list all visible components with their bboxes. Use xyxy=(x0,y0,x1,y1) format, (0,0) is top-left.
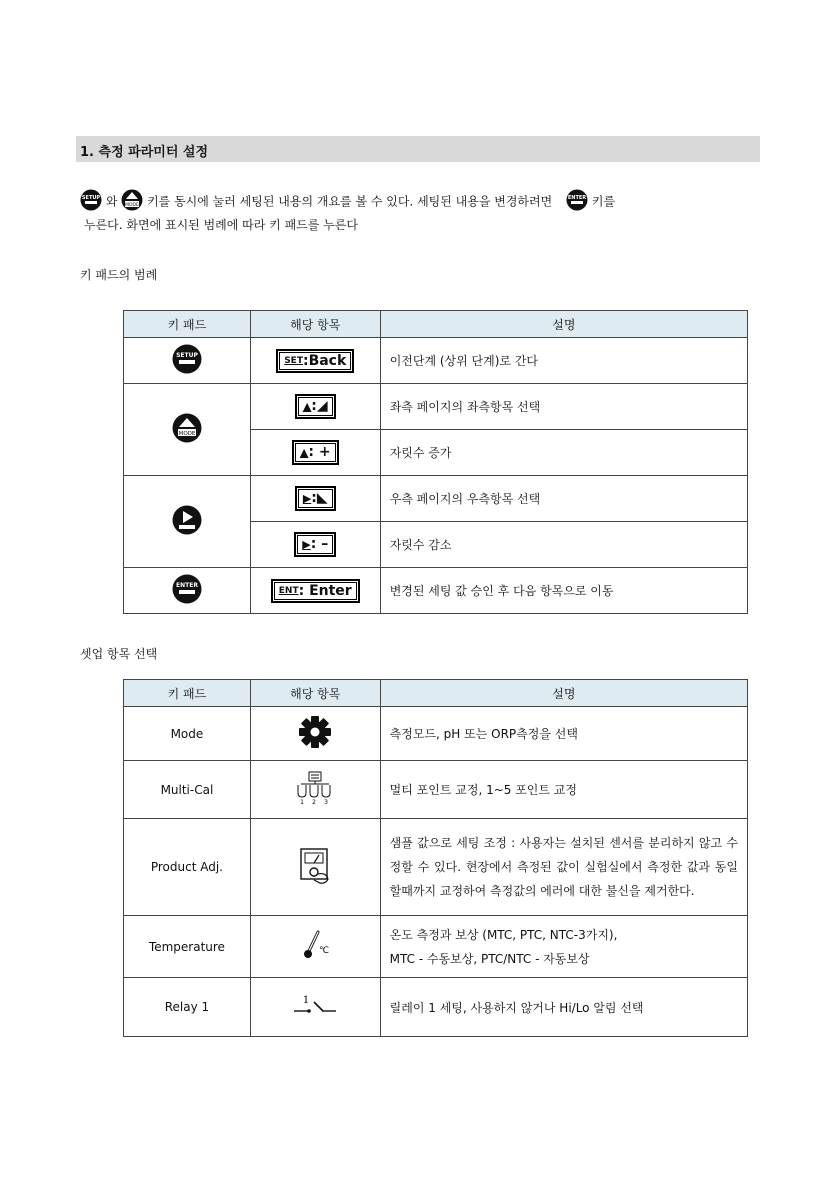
intro-line-1 xyxy=(80,189,615,215)
lcd-back-label: SET:Back xyxy=(276,349,354,373)
section-title: 1. 측정 파라미터 설정 xyxy=(80,145,209,160)
svg-text:2: 2 xyxy=(312,799,317,805)
legend-desc: 좌측 페이지의 좌측항목 선택 xyxy=(380,384,747,430)
setup-desc-line1: 온도 측정과 보상 (MTC, PTC, NTC-3가지), xyxy=(389,927,618,942)
header-keypad: 키 패드 xyxy=(124,680,251,707)
setup-key: Multi-Cal xyxy=(124,761,251,819)
mode-key-icon xyxy=(121,189,143,215)
setup-heading: 셋업 항목 선택 xyxy=(80,647,158,661)
header-keypad: 키 패드 xyxy=(124,311,251,338)
legend-header-row xyxy=(124,311,748,338)
relay-switch-icon xyxy=(292,993,338,1019)
svg-text:ENTER: ENTER xyxy=(175,582,198,589)
lcd-cell xyxy=(250,338,380,384)
lcd-cell xyxy=(250,384,380,430)
legend-desc: 이전단계 (상위 단계)로 간다 xyxy=(380,338,747,384)
legend-desc: 우측 페이지의 우측항목 선택 xyxy=(380,476,747,522)
enter-key-cell xyxy=(124,568,251,614)
header-item: 해당 항목 xyxy=(250,311,380,338)
svg-text:SETUP: SETUP xyxy=(81,195,101,201)
lcd-cell xyxy=(250,522,380,568)
setup-key-icon xyxy=(80,189,102,215)
lcd-left-select: ▲:◢ xyxy=(295,394,336,419)
setup-desc: 샘플 값으로 세팅 조정 : 사용자는 설치된 센서를 분리하지 않고 수정할 수 있다. 현장에서 측정된 값이 실험실에서 측정한 값과 동일할때까지 교정하여 측정값의 에러에 대한 불신을 제거한다. xyxy=(380,819,747,916)
lcd-cell xyxy=(250,568,380,614)
beakers-icon xyxy=(295,771,335,805)
legend-heading: 키 패드의 범례 xyxy=(80,268,158,282)
lcd-enter: ENT: Enter xyxy=(271,579,360,603)
setup-key: Temperature xyxy=(124,916,251,978)
setup-table xyxy=(123,679,748,1037)
legend-row xyxy=(124,338,748,384)
header-item: 해당 항목 xyxy=(250,680,380,707)
setup-key: Relay 1 xyxy=(124,978,251,1037)
svg-text:1: 1 xyxy=(303,994,310,1006)
lcd-cell xyxy=(250,430,380,476)
setup-desc: 멀티 포인트 교정, 1~5 포인트 교정 xyxy=(380,761,747,819)
svg-text:MODE: MODE xyxy=(178,431,196,437)
setup-row xyxy=(124,819,748,916)
setup-desc: 측정모드, pH 또는 ORP측정을 선택 xyxy=(380,707,747,761)
icon-cell xyxy=(250,978,380,1037)
legend-desc: 자릿수 감소 xyxy=(380,522,747,568)
mode-key-icon xyxy=(172,413,202,443)
setup-key-cell xyxy=(124,338,251,384)
lcd-right-select: ▶:◣ xyxy=(295,486,336,511)
setup-key-icon xyxy=(172,344,202,374)
svg-text:3: 3 xyxy=(324,799,329,805)
icon-cell xyxy=(250,761,380,819)
svg-text:℃: ℃ xyxy=(319,946,330,956)
svg-text:SETUP: SETUP xyxy=(175,352,198,359)
setup-row xyxy=(124,978,748,1037)
legend-desc: 자릿수 증가 xyxy=(380,430,747,476)
enter-key-icon xyxy=(172,574,202,604)
legend-desc: 변경된 세팅 값 승인 후 다음 항목으로 이동 xyxy=(380,568,747,614)
legend-row xyxy=(124,384,748,430)
lcd-decrease: ▶: – xyxy=(294,532,336,557)
icon-cell xyxy=(250,819,380,916)
right-key-cell xyxy=(124,476,251,568)
intro-line-2: 누른다. 화면에 표시된 범례에 따라 키 패드를 누른다 xyxy=(84,218,358,232)
gear-icon xyxy=(298,715,332,749)
thermometer-icon xyxy=(300,929,330,961)
setup-row xyxy=(124,761,748,819)
right-key-icon xyxy=(172,505,202,535)
legend-row xyxy=(124,568,748,614)
intro-text-part2: 키를 동시에 눌러 세팅된 내용의 개요를 볼 수 있다. 세팅된 내용을 변경하려면 xyxy=(147,194,553,209)
icon-cell xyxy=(250,707,380,761)
intro-text-part1: 와 xyxy=(105,194,118,209)
header-description: 설명 xyxy=(380,311,747,338)
setup-key: Product Adj. xyxy=(124,819,251,916)
header-description: 설명 xyxy=(380,680,747,707)
intro-text-part3: 키를 xyxy=(591,194,616,209)
svg-text:1: 1 xyxy=(300,799,305,805)
setup-header-row xyxy=(124,680,748,707)
setup-row xyxy=(124,916,748,978)
lcd-increase: ▲: + xyxy=(292,440,339,465)
icon-cell xyxy=(250,916,380,978)
enter-key-icon xyxy=(566,189,588,215)
legend-table xyxy=(123,310,748,614)
mode-key-cell xyxy=(124,384,251,476)
setup-row xyxy=(124,707,748,761)
setup-desc-line2: MTC - 수동보상, PTC/NTC - 자동보상 xyxy=(389,951,590,966)
setup-desc: 릴레이 1 세팅, 사용하지 않거나 Hi/Lo 알림 선택 xyxy=(380,978,747,1037)
meter-icon xyxy=(296,846,334,886)
setup-desc xyxy=(380,916,747,978)
setup-key: Mode xyxy=(124,707,251,761)
lcd-cell xyxy=(250,476,380,522)
legend-row xyxy=(124,476,748,522)
svg-text:MODE: MODE xyxy=(125,203,140,208)
svg-text:ENTER: ENTER xyxy=(567,195,587,201)
